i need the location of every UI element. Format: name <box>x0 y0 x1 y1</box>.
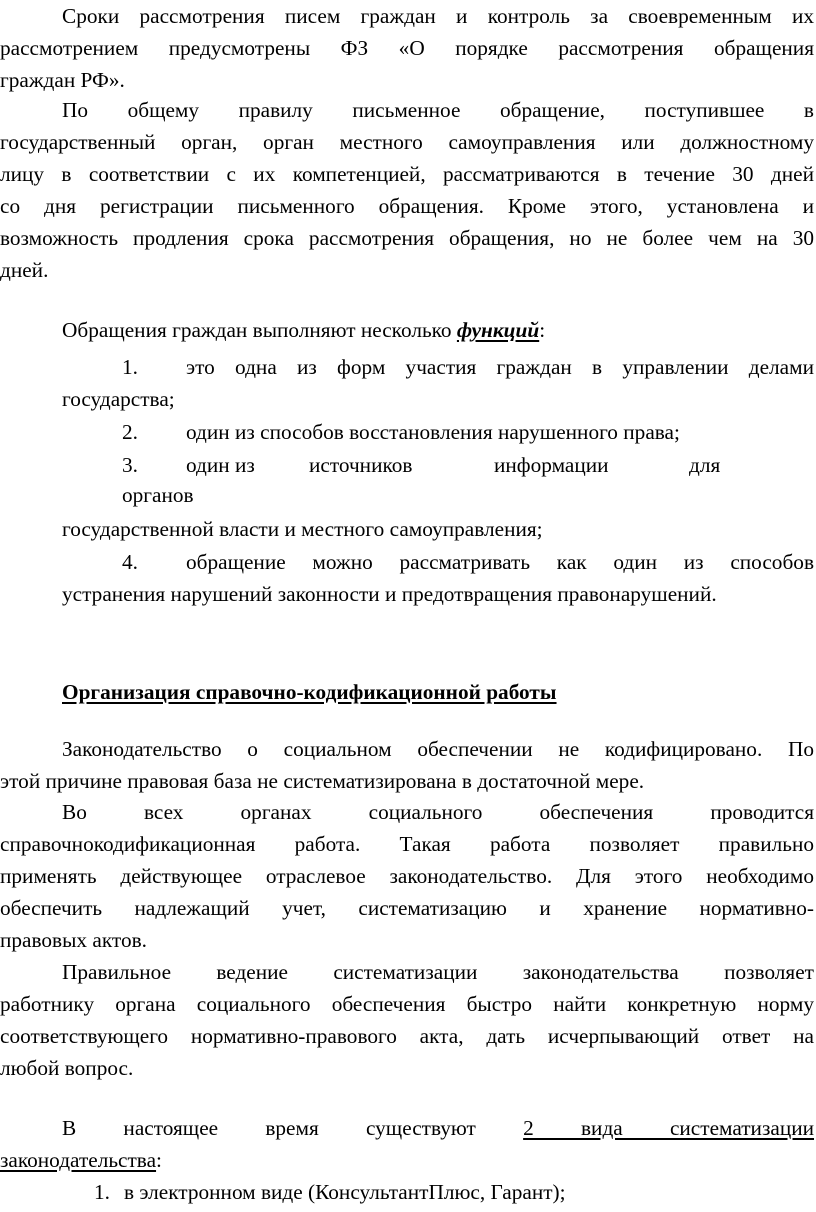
list-text: государства; <box>62 387 175 411</box>
text-line: работнику органа социального обеспечения быстро найти конкретную норму <box>0 992 814 1016</box>
list-number: 1. <box>122 355 138 379</box>
text-line: Во всех органах социального обеспечения проводится <box>62 800 814 824</box>
text-line: дней. <box>0 258 49 282</box>
text-line: этой причине правовая база не систематизирована в достаточной мере. <box>0 769 645 793</box>
paragraph-reference-work <box>0 796 814 956</box>
list-item <box>62 416 814 448</box>
paragraph-not-codified <box>0 733 814 797</box>
text-line: рассмотрением предусмотрены ФЗ «О порядке рассмотрения обращения <box>0 36 814 60</box>
paragraph-general-rule <box>0 94 814 286</box>
list-text: устранения нарушений законности и предотвращения правонарушений. <box>62 582 717 606</box>
list-number: 3. <box>122 453 138 477</box>
text-line <box>0 1112 814 1144</box>
text-line: По общему правилу письменное обращение, поступившее в <box>62 98 814 122</box>
text-line: Законодательство о социальном обеспечении не кодифицировано. По <box>62 737 814 761</box>
text-line: любой вопрос. <box>0 1056 134 1080</box>
list-text: органов <box>122 483 194 507</box>
paragraph-two-types <box>0 1112 814 1176</box>
text-line: применять действующее отраслевое законодательство. Для этого необходимо <box>0 864 814 888</box>
section-heading <box>62 676 814 708</box>
underlined-text: 2 вида систематизации <box>523 1116 815 1140</box>
text-line: возможность продления срока рассмотрения обращения, но не более чем на 30 <box>0 226 814 250</box>
list-text: обращение можно рассматривать как один из способов <box>186 550 814 574</box>
list-word: источников <box>309 453 413 477</box>
text-line: государственный орган, орган местного самоуправления или должностному <box>0 130 814 154</box>
heading-text: Организация справочно-кодификационной работы <box>62 680 557 704</box>
functions-intro <box>62 314 814 346</box>
list-text: в электронном виде (КонсультантПлюс, Гарант); <box>124 1180 566 1204</box>
text-line: соответствующего нормативно-правового акта, дать исчерпывающий ответ на <box>0 1024 814 1048</box>
paragraph-systematization <box>0 956 814 1084</box>
paragraph-deadlines <box>0 0 814 96</box>
text-segment: В настоящее время существуют <box>62 1116 476 1140</box>
list-text: один из способов восстановления нарушенного права; <box>186 420 680 444</box>
text-line: лицу в соответствии с их компетенцией, рассматриваются в течение 30 дней <box>0 162 814 186</box>
functions-emphasis: функций <box>456 318 540 342</box>
text-line: Сроки рассмотрения писем граждан и контроль за своевременным их <box>62 4 814 28</box>
text-line: со дня регистрации письменного обращения. Кроме этого, установлена и <box>0 194 814 218</box>
text-line: Правильное ведение систематизации законодательства позволяет <box>62 960 814 984</box>
intro-suffix: : <box>539 318 546 342</box>
list-number: 1. <box>94 1180 110 1204</box>
list-word: для <box>689 453 721 477</box>
underlined-text: законодательства <box>0 1148 157 1172</box>
list-word: один из <box>186 453 255 477</box>
list-word: информации <box>494 453 609 477</box>
intro-text: Обращения граждан выполняют несколько <box>62 318 457 342</box>
list-text: это одна из форм участия граждан в управлении делами <box>186 355 814 379</box>
list-item <box>62 351 814 415</box>
text-line: правовых актов. <box>0 928 147 952</box>
text-line <box>0 1144 814 1176</box>
list-item <box>62 546 814 610</box>
text-line: граждан РФ». <box>0 68 125 92</box>
text-line: справочнокодификационная работа. Такая работа позволяет правильно <box>0 832 814 856</box>
list-number: 4. <box>122 550 138 574</box>
text-segment: : <box>156 1148 162 1172</box>
list-text: государственной власти и местного самоуправления; <box>62 517 543 541</box>
text-line: обеспечить надлежащий учет, систематизацию и хранение нормативно- <box>0 896 814 920</box>
list-number: 2. <box>122 420 138 444</box>
